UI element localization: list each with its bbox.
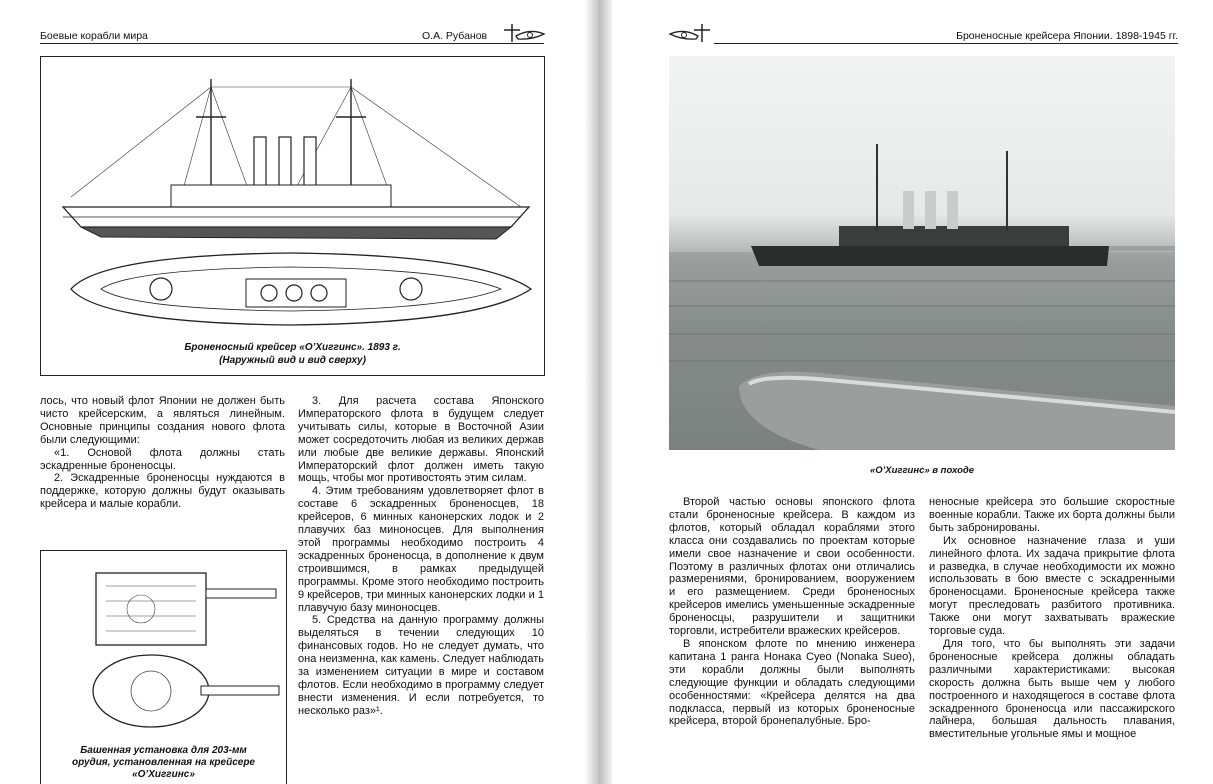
header-rule [40, 43, 544, 44]
header-rule [714, 43, 1178, 44]
paragraph: В японском флоте по мнению инженера капитана 1 ранга Нонака Суео (Nonaka Sueo), эти корабли должны были выполнять следующие функции и обладать следующими особенностями: «Крейсера делятся на два подкласса, первый из которых броненосные крейсера, второй бронепалубные. Бро- [669, 637, 915, 728]
figure2-caption-line1: Башенная установка для 203-мм [80, 745, 247, 756]
paragraph: 3. Для расчета состава Японского Императорского флота в будущем следует учитывать силы, которые в Восточной Азии может сосредоточить любая из великих держав или любые две великие державы. Японский Императорский флот должен иметь такую мощь, чтобы мог противостоять этим силам. [298, 395, 544, 485]
running-header-left: Боевые корабли мира [40, 30, 148, 42]
figure1-caption-line1: Броненосный крейсер «О’Хиггинс». 1893 г. [184, 342, 401, 353]
photo-caption: «О’Хиггинс» в походе [869, 465, 975, 476]
running-header-author: О.А. Рубанов [422, 30, 488, 42]
figure2-caption-line2: орудия, установленная на крейсере [72, 757, 255, 768]
paragraph: Второй частью основы японского флота стали броненосные крейсера. В каждом из флотов, который обладал кораблями этого класса они создавались по проектам которые имели свое назначение и свои особенности. Поэтому в различных флотах они отличались размерениями, бронированием, вооружением и его размещением. Среди броненосных крейсеров имелись уменьшенные эскадренные броненосцы, разрушители и защитники торговли, истребители вражеских крейсеров. [669, 496, 915, 638]
figure2-caption-line3: «О’Хиггинс» [132, 769, 195, 780]
anchor-ornament-icon [502, 20, 546, 44]
book-gutter [584, 0, 612, 784]
left-page-column-1 [40, 395, 285, 511]
ship-drawing-figure [40, 56, 545, 376]
ship-profile-drawing [41, 57, 544, 375]
running-header-title: Броненосные крейсера Японии. 1898-1945 гг. [956, 30, 1178, 42]
left-page [0, 0, 584, 784]
paragraph: 2. Эскадренные броненосцы нуждаются в поддержке, которую должны будут оказывать крейсера и малые корабли. [40, 472, 285, 511]
right-page-column-1 [669, 496, 915, 728]
paragraph: 5. Средства на данную программу должны выделяться в течении следующих 10 финансовых годов. Но не следует думать, что она неизменна, как камень. Следует наблюдать за изменением ситуации в мире и составом флотов. Если необходимо в программу следует внести изменения. И если потребуется, то несколько раз»¹. [298, 614, 544, 717]
left-page-column-2 [298, 395, 544, 718]
paragraph: Для того, что бы выполнять эти задачи броненосные крейсера должны обладать различными характеристиками: высокая скорость должна быть выше чем у любого построенного и находящегося в составе флота эскадренного броненосца или пассажирского лайнера, большая дальность плавания, вместительные угольные ямы и мощное [929, 637, 1175, 741]
right-page [612, 0, 1213, 784]
turret-drawing-figure [40, 550, 287, 784]
paragraph: Их основное назначение глаза и уши линейного флота. Их задача прикрытие флота и разведка, в случае необходимости их можно использовать в бою вместе с эскадренными броненосцами. Броненосные крейсера также могут преследовать разбитого противника. Также они могут захватывать вражеские торговые суда. [929, 534, 1175, 638]
paragraph: неносные крейсера это большие скоростные военные корабли. Также их борта должны были быть забронированы. [929, 496, 1175, 534]
paragraph: «1. Основой флота должны стать эскадренные броненосцы. [40, 446, 285, 472]
figure1-caption-line2: (Наружный вид и вид сверху) [219, 355, 366, 366]
ship-photo-illustration [669, 56, 1175, 450]
anchor-ornament-icon [668, 20, 712, 44]
paragraph: лось, что новый флот Японии не должен быть чисто крейсерским, а являться линейным. Основные принципы создания нового флота были следующими: [40, 395, 285, 446]
paragraph: 4. Этим требованиям удовлетворяет флот в составе 6 эскадренных броненосцев, 18 крейсеров, 6 минных канонерских лодок и 2 плавучих баз миноносцев. Для выполнения этой программы необходимо построить 4 эскадренных броненосца, в дополнение к двум строившимся, в рамках предыдущей программы. Кроме этого необходимо построить 9 крейсеров, три минных канонерских лодки и 1 плавучую базу миноносцев. [298, 485, 544, 614]
turret-drawing [41, 551, 286, 741]
ship-photo [669, 56, 1175, 450]
right-page-column-2 [929, 496, 1175, 741]
